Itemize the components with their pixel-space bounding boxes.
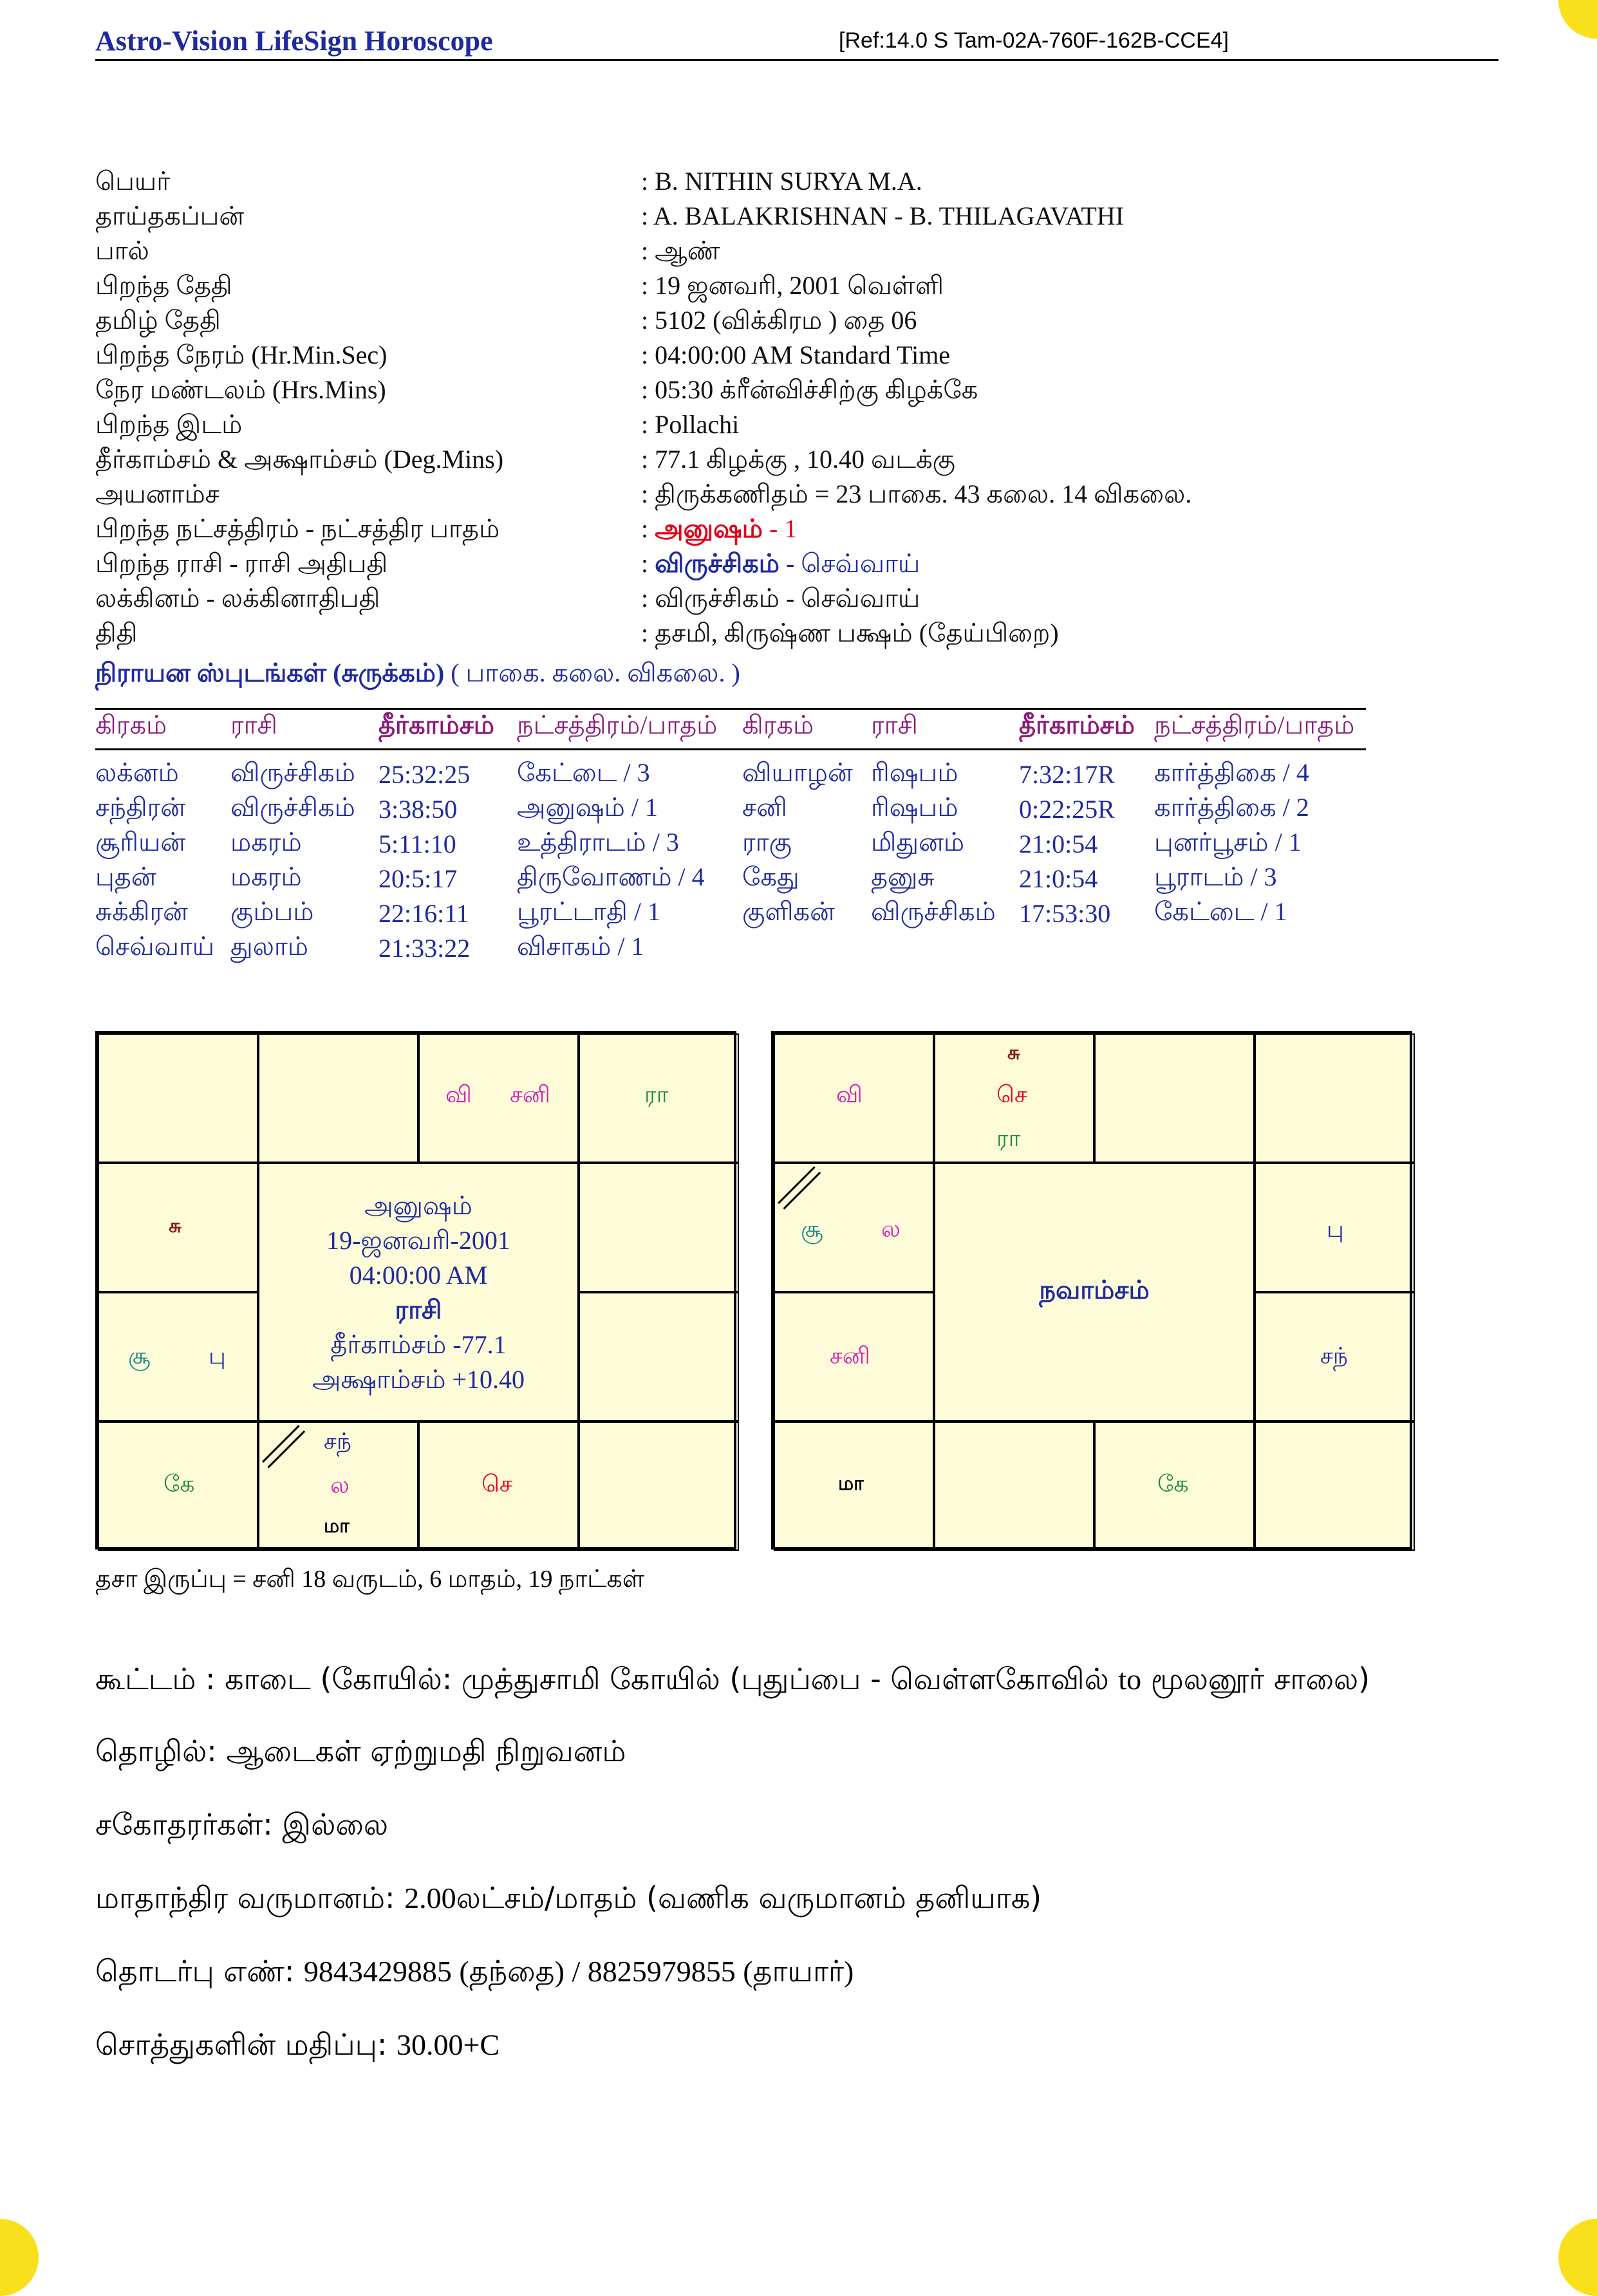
table-cell: வியாழன் bbox=[742, 758, 853, 787]
navamsa-house-aquarius bbox=[774, 1163, 934, 1292]
table-cell: சூரியன் bbox=[95, 828, 186, 856]
table-cell: கேட்டை / 1 bbox=[1154, 897, 1287, 926]
rasi-house-libra bbox=[418, 1421, 579, 1551]
detail-label: தாய்தகப்பன் bbox=[95, 201, 245, 230]
planet-saturn: சனி bbox=[510, 1082, 550, 1107]
detail-value: : 5102 (விக்கிரம ) தை 06 bbox=[641, 306, 917, 335]
table-row bbox=[95, 750, 1366, 792]
detail-value bbox=[641, 548, 920, 582]
lagna: ல bbox=[330, 1472, 350, 1498]
corner-decoration bbox=[1558, 0, 1597, 39]
navamsa-house-capricorn bbox=[774, 1292, 934, 1421]
table-cell: விசாகம் / 1 bbox=[517, 932, 644, 961]
assets-line bbox=[95, 2027, 500, 2066]
birth-details bbox=[95, 166, 1511, 653]
detail-value: : ஆண் bbox=[641, 236, 720, 265]
colon: : bbox=[641, 514, 655, 543]
table-cell: 25:32:25 bbox=[378, 759, 471, 789]
table-cell: தனுசு bbox=[871, 862, 935, 891]
center-time: 04:00:00 AM bbox=[349, 1261, 488, 1290]
planet-rahu: ரா bbox=[644, 1082, 669, 1107]
detail-row bbox=[95, 375, 1511, 409]
column-header: கிரகம் bbox=[95, 709, 230, 750]
planet-mars: செ bbox=[481, 1471, 512, 1497]
detail-label: நேர மண்டலம் (Hrs.Mins) bbox=[95, 375, 386, 404]
navamsa-title: நவாம்சம் bbox=[1039, 1275, 1150, 1304]
detail-label: தீர்காம்சம் & அக்ஷாம்சம் (Deg.Mins) bbox=[95, 445, 504, 474]
lagna-marker bbox=[778, 1166, 821, 1209]
birth-star: அனுஷம் bbox=[655, 514, 763, 543]
table-cell: கேட்டை / 3 bbox=[517, 758, 650, 787]
column-header: ராசி bbox=[230, 709, 378, 750]
planet-mercury: பு bbox=[209, 1343, 226, 1369]
extra-tail: லட்சம்/மாதம் (வணிக வருமானம் தனியாக) bbox=[456, 1880, 1042, 1915]
table-cell: 21:33:22 bbox=[378, 933, 471, 963]
detail-label: பிறந்த இடம் bbox=[95, 410, 243, 439]
navamsa-house-leo bbox=[1255, 1292, 1415, 1421]
table-cell: குளிகன் bbox=[742, 897, 835, 926]
detail-label: அயனாம்ச bbox=[95, 479, 219, 508]
star-pada: - 1 bbox=[762, 514, 798, 543]
table-row bbox=[95, 930, 1366, 965]
table-cell: 5:11:10 bbox=[378, 829, 456, 858]
planet-moon: சந் bbox=[1320, 1343, 1349, 1369]
table-cell: சனி bbox=[742, 793, 787, 822]
table-cell bbox=[742, 930, 871, 965]
siblings-line bbox=[95, 1807, 388, 1846]
table-cell: ராகு bbox=[742, 828, 792, 856]
planet-sun: சூ bbox=[128, 1343, 151, 1369]
detail-label: பிறந்த நேரம் (Hr.Min.Sec) bbox=[95, 340, 388, 369]
center-title: ராசி bbox=[395, 1295, 442, 1324]
center-latitude: அக்ஷாம்சம் +10.40 bbox=[312, 1365, 525, 1394]
detail-row bbox=[95, 270, 1511, 305]
dasa-balance: தசா இருப்பு = சனி 18 வருடம், 6 மாதம், 19 நாட்கள் bbox=[95, 1566, 645, 1593]
spudam-heading: நிராயன ஸ்புடங்கள் (சுருக்கம்) bbox=[95, 658, 445, 687]
planet-venus: சு bbox=[169, 1216, 182, 1237]
detail-label: பிறந்த நட்சத்திரம் - நட்சத்திர பாதம் bbox=[95, 514, 500, 543]
planet-ketu: கே bbox=[163, 1471, 195, 1497]
table-cell bbox=[871, 930, 1019, 965]
rasi-house-pisces bbox=[98, 1033, 258, 1163]
page-header bbox=[95, 24, 1499, 61]
planet-venus: சு bbox=[1007, 1042, 1020, 1064]
lagna-marker bbox=[262, 1425, 305, 1468]
table-cell: புதன் bbox=[95, 862, 156, 891]
column-header: தீர்காம்சம் bbox=[1019, 709, 1154, 750]
detail-row bbox=[95, 340, 1511, 375]
corner-decoration bbox=[0, 2219, 39, 2296]
planet-jupiter: வி bbox=[836, 1082, 863, 1107]
column-header: தீர்காம்சம் bbox=[378, 709, 517, 750]
extra-label: சொத்துகளின் மதிப்பு: bbox=[95, 2027, 397, 2062]
table-cell: சந்திரன் bbox=[95, 793, 186, 822]
navamsa-house-gemini bbox=[1255, 1033, 1415, 1163]
contact-line bbox=[95, 1954, 854, 1993]
detail-row bbox=[95, 583, 1511, 618]
birth-rasi: விருச்சிகம் bbox=[655, 549, 780, 578]
detail-row bbox=[95, 618, 1511, 653]
table-cell: அனுஷம் / 1 bbox=[517, 793, 658, 822]
reference-code: [Ref:14.0 S Tam-02A-760F-162B-CCE4] bbox=[839, 28, 1229, 53]
colon: : bbox=[641, 549, 655, 578]
table-cell: மகரம் bbox=[230, 862, 302, 891]
navamsa-chart bbox=[771, 1031, 1412, 1550]
detail-row bbox=[95, 305, 1511, 340]
detail-value: : 77.1 கிழக்கு , 10.40 வடக்கு bbox=[641, 445, 955, 474]
table-cell: பூராடம் / 3 bbox=[1154, 862, 1277, 891]
navamsa-house-scorpio bbox=[934, 1421, 1094, 1551]
rasi-chart bbox=[95, 1031, 736, 1550]
planet-mars: செ bbox=[996, 1082, 1027, 1107]
rasi-house-aries bbox=[258, 1033, 418, 1163]
detail-label: திதி bbox=[95, 618, 138, 647]
detail-value: : 04:00:00 AM Standard Time bbox=[641, 340, 951, 369]
center-star: அனுஷம் bbox=[364, 1191, 472, 1220]
detail-row bbox=[95, 166, 1511, 201]
table-cell bbox=[1154, 930, 1366, 965]
table-cell: பூரட்டாதி / 1 bbox=[517, 897, 660, 926]
extra-label: கூட்டம் : காடை (கோயில்: முத்துசாமி கோயில் (புதுப்பை - வெள்ளகோவில் bbox=[95, 1662, 1119, 1696]
table-cell: ரிஷபம் bbox=[871, 793, 958, 822]
navamsa-house-taurus bbox=[1094, 1033, 1255, 1163]
rasi-lord: - செவ்வாய் bbox=[779, 549, 920, 578]
column-header: நட்சத்திரம்/பாதம் bbox=[517, 709, 742, 750]
column-header: ராசி bbox=[871, 709, 1019, 750]
table-cell: 0:22:25R bbox=[1019, 794, 1115, 824]
navamsa-house-aries bbox=[934, 1033, 1094, 1163]
planet-saturn: சனி bbox=[830, 1343, 870, 1369]
table-header-row bbox=[95, 709, 1366, 750]
center-date: 19-ஜனவரி-2001 bbox=[326, 1226, 510, 1255]
occupation-line bbox=[95, 1734, 626, 1773]
brand-title: Astro-Vision LifeSign Horoscope bbox=[95, 25, 493, 57]
navamsa-center bbox=[934, 1163, 1255, 1421]
rasi-house-sagittarius bbox=[98, 1421, 258, 1551]
table-cell: உத்திராடம் / 3 bbox=[517, 828, 679, 856]
spudam-unit: ( பாகை. கலை. விகலை. ) bbox=[444, 658, 740, 687]
navamsa-house-sagittarius bbox=[774, 1421, 934, 1551]
extra-value: 2.00 bbox=[404, 1882, 456, 1914]
table-cell: கார்த்திகை / 2 bbox=[1154, 793, 1309, 822]
rasi-house-gemini bbox=[579, 1033, 739, 1163]
table-cell: 20:5:17 bbox=[378, 864, 458, 893]
table-cell: 21:0:54 bbox=[1019, 864, 1098, 893]
planet-jupiter: வி bbox=[445, 1082, 472, 1107]
extra-value: 30.00+C bbox=[396, 2028, 500, 2061]
table-cell: மிதுனம் bbox=[871, 828, 965, 856]
detail-value: : B. NITHIN SURYA M.A. bbox=[641, 167, 922, 196]
navamsa-house-libra bbox=[1094, 1421, 1255, 1551]
detail-label: பெயர் bbox=[95, 167, 171, 196]
extra-label: சகோதரர்கள்: இல்லை bbox=[95, 1807, 389, 1842]
detail-value: : A. BALAKRISHNAN - B. THILAGAVATHI bbox=[641, 201, 1125, 230]
rasi-house-scorpio bbox=[258, 1421, 418, 1551]
lagna: ல bbox=[881, 1216, 901, 1242]
detail-row-rasi bbox=[95, 548, 1511, 583]
detail-label: பிறந்த தேதி bbox=[95, 271, 232, 300]
table-cell: மகரம் bbox=[230, 828, 302, 856]
extra-label: மாதாந்திர வருமானம்: bbox=[95, 1880, 405, 1915]
spudam-title bbox=[95, 658, 740, 691]
detail-row bbox=[95, 479, 1511, 514]
planet-positions-table bbox=[95, 708, 1366, 965]
column-header: நட்சத்திரம்/பாதம் bbox=[1154, 709, 1366, 750]
table-cell: 17:53:30 bbox=[1019, 898, 1111, 928]
detail-value: : Pollachi bbox=[641, 410, 740, 439]
planet-sun: சூ bbox=[801, 1216, 823, 1242]
navamsa-house-virgo bbox=[1255, 1421, 1415, 1551]
extra-tail: மூலனூர் சாலை) bbox=[1141, 1662, 1370, 1696]
table-cell: துலாம் bbox=[230, 932, 308, 961]
rasi-house-capricorn bbox=[98, 1292, 258, 1421]
detail-row bbox=[95, 201, 1511, 236]
rasi-house-leo bbox=[579, 1292, 739, 1421]
table-cell: சுக்கிரன் bbox=[95, 897, 188, 926]
detail-label: பால் bbox=[95, 236, 149, 265]
maandhi: மா bbox=[838, 1473, 864, 1494]
rasi-house-aquarius bbox=[98, 1163, 258, 1292]
extra-tail: (தந்தை) / 8825979855 (தாயார்) bbox=[451, 1955, 854, 1988]
table-row bbox=[95, 826, 1366, 861]
detail-value: : 19 ஜனவரி, 2001 வெள்ளி bbox=[641, 271, 944, 300]
detail-value: : தசமி, கிருஷ்ண பக்ஷம் (தேய்பிறை) bbox=[641, 618, 1059, 647]
detail-label: லக்கினம் - லக்கினாதிபதி bbox=[95, 584, 380, 613]
rasi-house-taurus bbox=[418, 1033, 579, 1163]
extra-value: to bbox=[1118, 1663, 1142, 1696]
table-row bbox=[95, 861, 1366, 896]
table-cell bbox=[1019, 930, 1154, 965]
table-cell: லக்னம் bbox=[95, 758, 179, 787]
detail-row bbox=[95, 444, 1511, 479]
income-line bbox=[95, 1880, 1041, 1920]
rasi-house-virgo bbox=[579, 1421, 739, 1551]
navamsa-house-cancer bbox=[1255, 1163, 1415, 1292]
planet-rahu: ரா bbox=[996, 1125, 1021, 1151]
rasi-center-info bbox=[258, 1163, 579, 1421]
column-header: கிரகம் bbox=[742, 709, 871, 750]
detail-value bbox=[641, 514, 797, 547]
table-cell: செவ்வாய் bbox=[95, 932, 215, 961]
detail-row-star bbox=[95, 514, 1511, 548]
detail-value: : விருச்சிகம் - செவ்வாய் bbox=[641, 584, 920, 613]
table-cell: 21:0:54 bbox=[1019, 829, 1098, 858]
table-cell: கேது bbox=[742, 862, 799, 891]
table-cell: திருவோணம் / 4 bbox=[517, 862, 705, 891]
kootam-line bbox=[95, 1662, 1370, 1701]
table-cell: விருச்சிகம் bbox=[230, 793, 355, 822]
table-row bbox=[95, 896, 1366, 930]
detail-value: : திருக்கணிதம் = 23 பாகை. 43 கலை. 14 விகலை. bbox=[641, 479, 1192, 508]
detail-value: : 05:30 க்ரீன்விச்சிற்கு கிழக்கே bbox=[641, 375, 978, 404]
table-cell: புனர்பூசம் / 1 bbox=[1154, 828, 1302, 856]
extra-label: தொழில்: ஆடைகள் ஏற்றுமதி நிறுவனம் bbox=[95, 1734, 626, 1768]
navamsa-house-pisces bbox=[774, 1033, 934, 1163]
table-cell: கும்பம் bbox=[230, 897, 314, 926]
planet-mercury: பு bbox=[1327, 1216, 1344, 1242]
corner-decoration bbox=[1558, 2219, 1597, 2296]
detail-row bbox=[95, 236, 1511, 270]
table-cell: விருச்சிகம் bbox=[871, 897, 996, 926]
rasi-house-cancer bbox=[579, 1163, 739, 1292]
extra-value: 9843429885 bbox=[303, 1955, 452, 1988]
table-cell: 7:32:17R bbox=[1019, 759, 1115, 789]
detail-label: தமிழ் தேதி bbox=[95, 306, 221, 335]
table-cell: விருச்சிகம் bbox=[230, 758, 355, 787]
detail-row bbox=[95, 409, 1511, 444]
table-cell: ரிஷபம் bbox=[871, 758, 958, 787]
table-cell: 22:16:11 bbox=[378, 898, 469, 928]
planet-ketu: கே bbox=[1157, 1471, 1189, 1497]
maandhi: மா bbox=[324, 1515, 350, 1537]
table-cell: கார்த்திகை / 4 bbox=[1154, 758, 1309, 787]
center-longitude: தீர்காம்சம் -77.1 bbox=[330, 1330, 507, 1359]
extra-label: தொடர்பு எண்: bbox=[95, 1954, 304, 1988]
planet-moon: சந் bbox=[324, 1429, 352, 1454]
detail-label: பிறந்த ராசி - ராசி அதிபதி bbox=[95, 549, 388, 578]
table-row bbox=[95, 792, 1366, 826]
table-cell: 3:38:50 bbox=[378, 794, 458, 824]
